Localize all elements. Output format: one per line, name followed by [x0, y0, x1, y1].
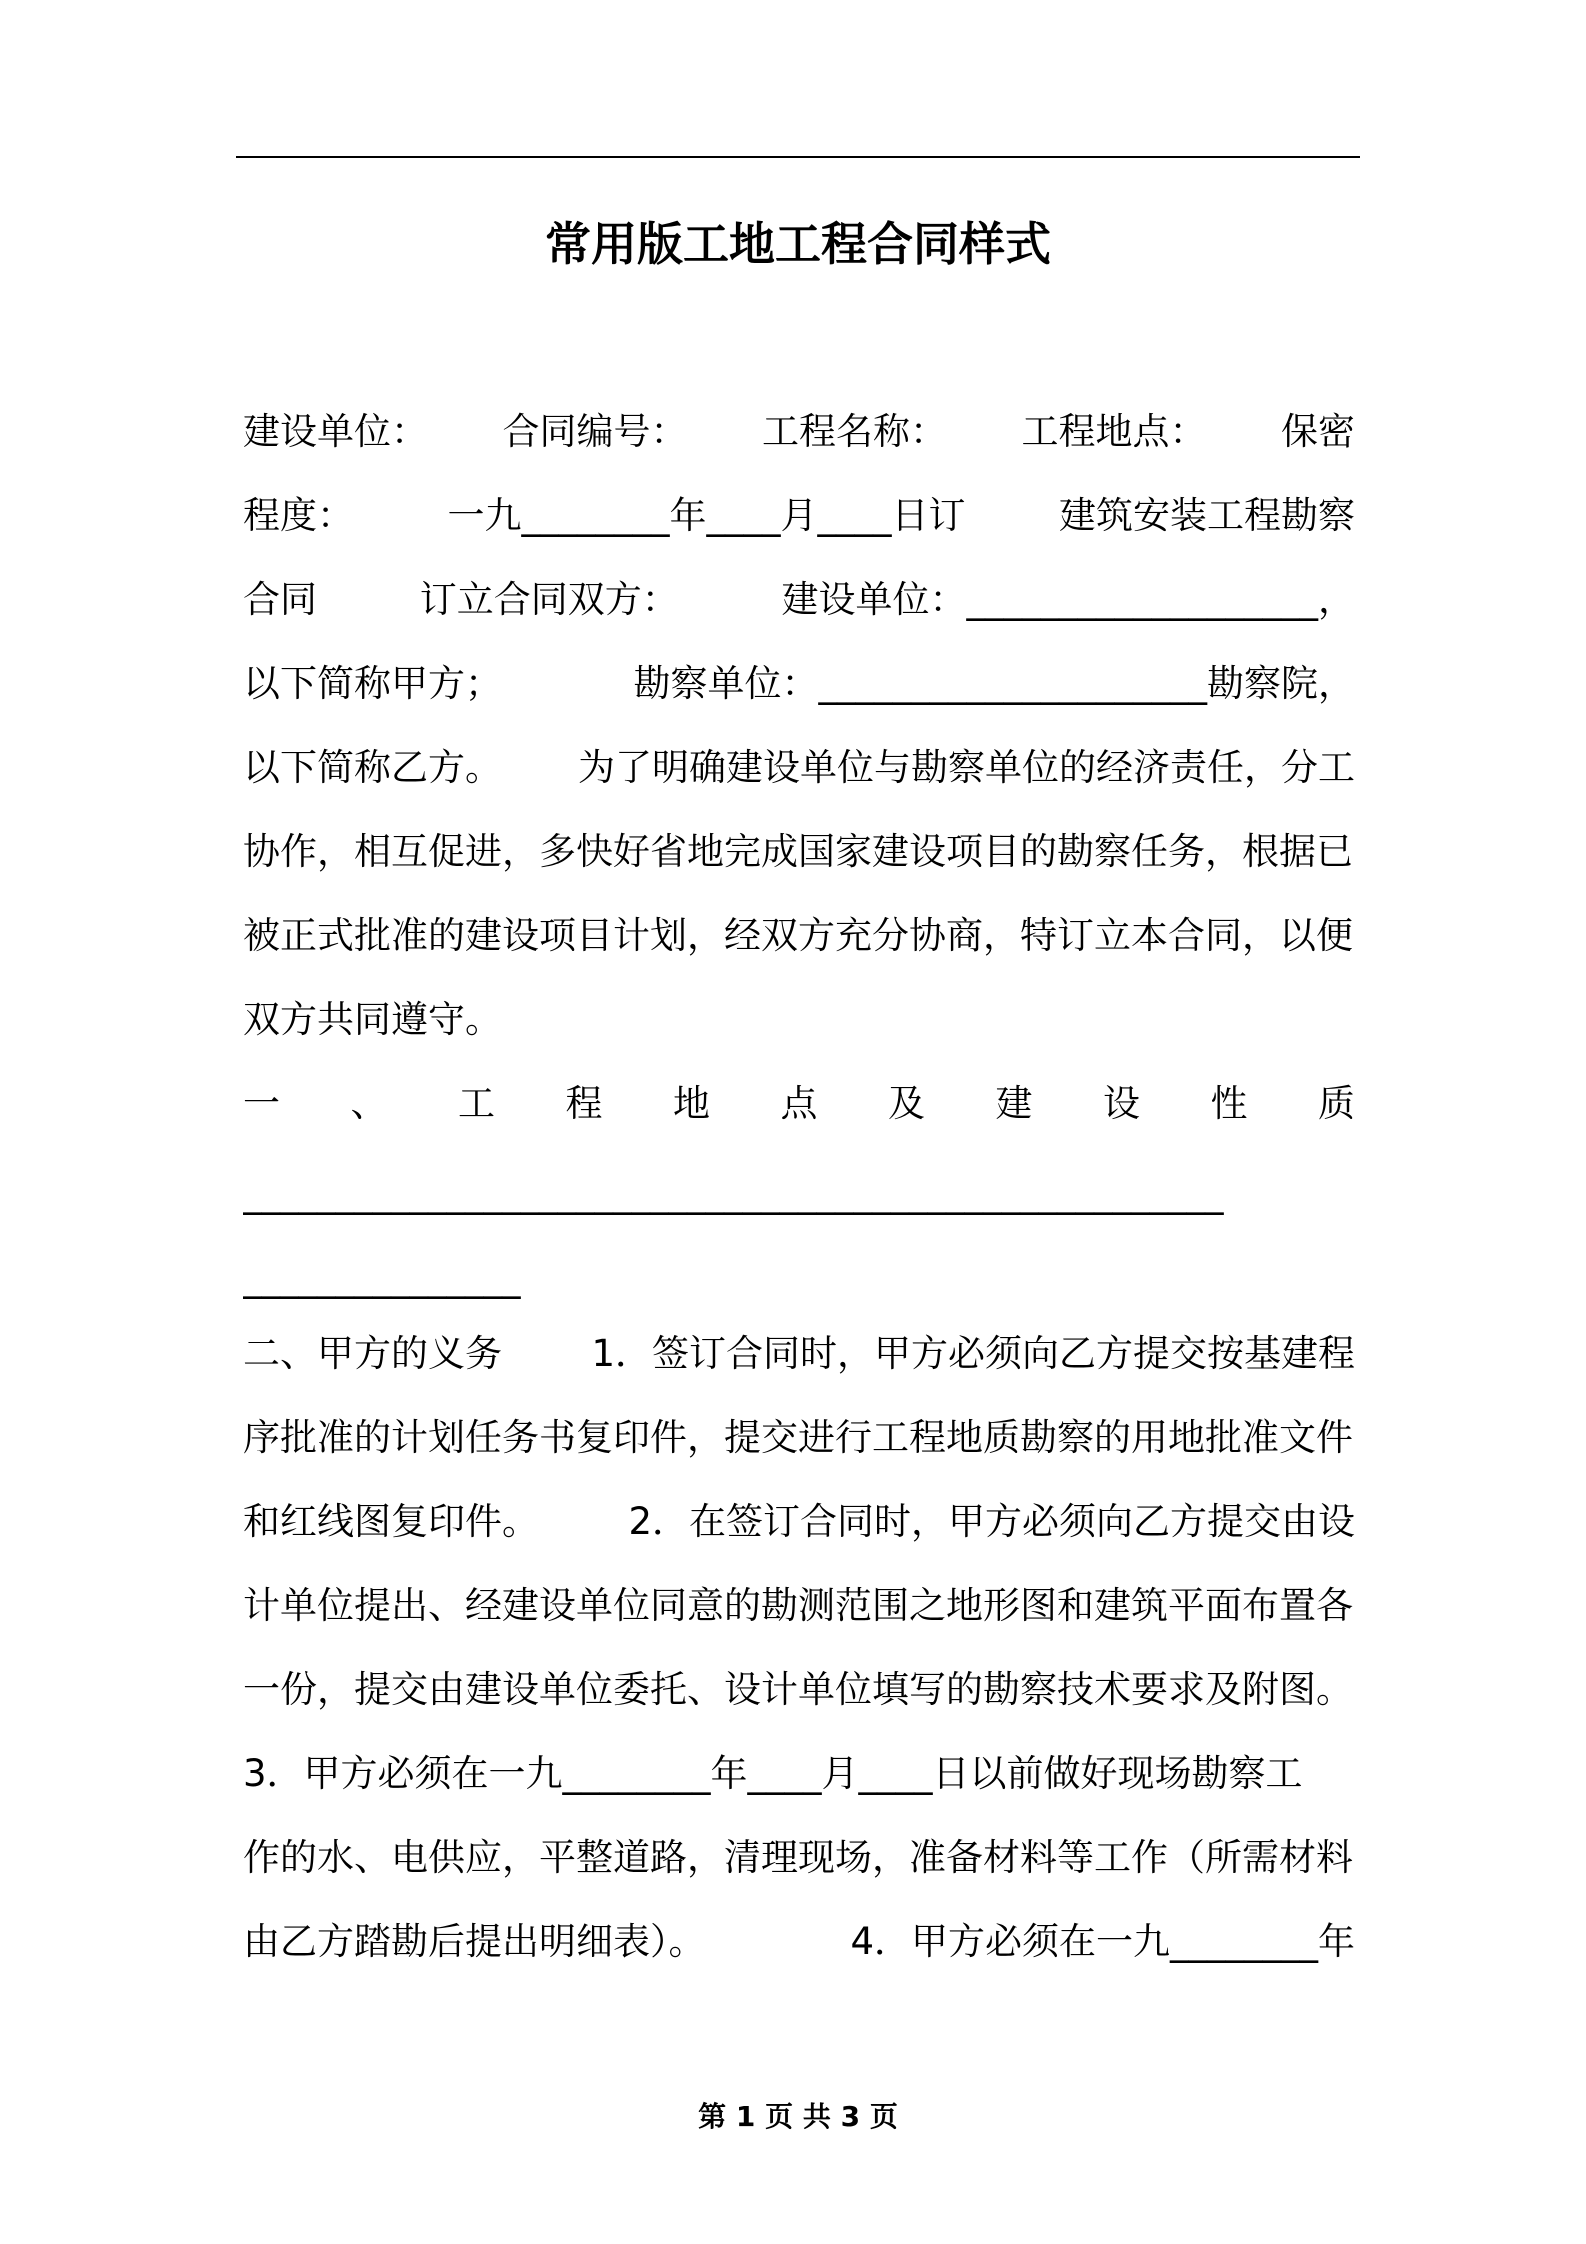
text-segment: _____________________________________________________ — [243, 1172, 1224, 1215]
text-segment: 为了明确建设单位与勘察单位的经济责任，分工 — [578, 746, 1355, 789]
text-line — [243, 1912, 1355, 1972]
text-segment: 合同 — [243, 578, 317, 621]
heading-char: 工 — [458, 1082, 495, 1125]
heading-char: 及 — [888, 1082, 925, 1125]
heading-char: 建 — [995, 1082, 1033, 1125]
text-segment: 1．签订合同时，甲方必须向乙方提交按基建程 — [591, 1332, 1355, 1375]
text-segment: 建设单位：___________________， — [781, 578, 1355, 621]
heading-char: 程 — [565, 1082, 603, 1125]
text-line — [243, 906, 1355, 966]
text-segment: 和红线图复印件。 — [243, 1500, 539, 1543]
text-segment: 保密 — [1281, 410, 1355, 453]
blank-fill-line — [243, 1248, 1355, 1308]
document-title: 常用版工地工程合同样式 — [545, 217, 1051, 271]
text-line — [243, 402, 1355, 462]
text-segment: 以下简称甲方； — [243, 662, 502, 705]
text-line — [243, 1828, 1355, 1888]
text-line — [243, 1324, 1355, 1384]
text-segment: 计单位提出、经建设单位同意的勘测范围之地形图和建筑平面布置各 — [243, 1584, 1353, 1627]
heading-char: 、 — [350, 1082, 388, 1125]
heading-char: 一 — [243, 1082, 280, 1125]
text-line — [243, 1660, 1355, 1720]
text-segment: 由乙方踏勘后提出明细表）。 — [243, 1920, 706, 1963]
text-line — [243, 1744, 1355, 1804]
heading-char: 点 — [780, 1082, 818, 1125]
text-segment: 序批准的计划任务书复印件，提交进行工程地质勘察的用地批准文件 — [243, 1416, 1353, 1459]
text-segment: 订立合同双方： — [419, 578, 679, 621]
text-segment: 二、甲方的义务 — [243, 1332, 502, 1375]
text-segment: 建筑安装工程勘察 — [1059, 494, 1355, 537]
text-segment: 4．甲方必须在一九________年 — [850, 1920, 1355, 1963]
text-line — [243, 486, 1355, 546]
text-segment: 以下简称乙方。 — [243, 746, 502, 789]
heading-char: 设 — [1103, 1082, 1140, 1125]
text-segment: 建设单位： — [243, 410, 428, 453]
heading-char: 地 — [673, 1082, 710, 1125]
text-segment: 程度： — [243, 494, 354, 537]
text-line — [243, 738, 1355, 798]
text-segment: 一份，提交由建设单位委托、设计单位填写的勘察技术要求及附图。 — [243, 1668, 1353, 1711]
text-segment: 作的水、电供应，平整道路，清理现场，准备材料等工作（所需材料 — [243, 1836, 1353, 1879]
text-line — [243, 654, 1355, 714]
text-line — [243, 570, 1355, 630]
section-heading-1 — [243, 1074, 1355, 1134]
text-segment: 双方共同遵守。 — [243, 998, 502, 1041]
text-segment: 勘察单位：_____________________勘察院， — [633, 662, 1355, 705]
page-number: 第 1 页 共 3 页 — [698, 2100, 898, 2133]
text-segment: 工程地点： — [1021, 410, 1207, 453]
text-segment: 被正式批准的建设项目计划，经双方充分协商，特订立本合同，以便 — [243, 914, 1353, 957]
text-segment: 2．在签订合同时，甲方必须向乙方提交由设 — [628, 1500, 1355, 1543]
text-line — [243, 1492, 1355, 1552]
heading-char: 质 — [1318, 1082, 1355, 1125]
text-line — [243, 1576, 1355, 1636]
heading-char: 性 — [1210, 1082, 1248, 1125]
text-segment: 3．甲方必须在一九________年____月____日以前做好现场勘察工 — [243, 1752, 1303, 1795]
header-rule — [236, 156, 1360, 158]
text-line — [243, 990, 1355, 1050]
text-segment: 工程名称： — [762, 410, 947, 453]
blank-fill-line — [243, 1164, 1355, 1224]
text-line — [243, 822, 1355, 882]
text-segment: 一九________年____月____日订 — [447, 494, 966, 537]
text-segment: 协作，相互促进，多快好省地完成国家建设项目的勘察任务，根据已 — [243, 830, 1353, 873]
text-segment: 合同编号： — [502, 410, 688, 453]
text-line — [243, 1408, 1355, 1468]
text-segment: _______________ — [243, 1256, 521, 1299]
